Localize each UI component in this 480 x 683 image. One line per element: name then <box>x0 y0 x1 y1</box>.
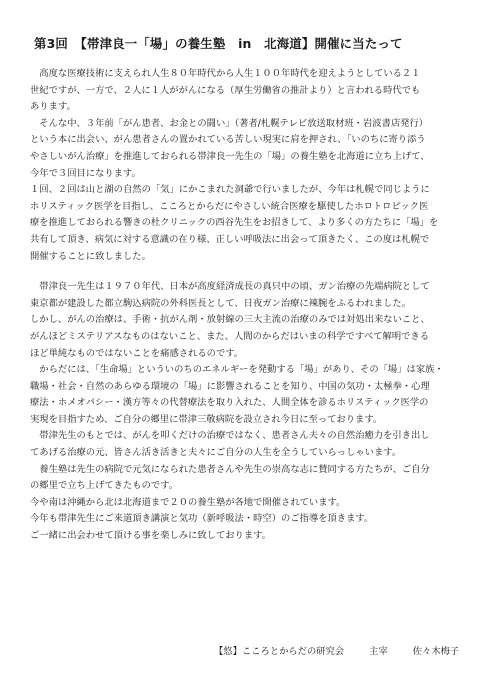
text-line: 実現を目指すため、ご自分の郷里に帯津三敬病院を設立され今日に至っております。 <box>30 413 383 425</box>
biography-paragraph <box>30 279 450 545</box>
text-line: という本に出会い、がん患者さんの置かれている苦しい現実に肩を押され、「いのちに寄り添う <box>30 134 426 146</box>
text-line: 今年も帯津先生にご来道頂き講演と気功（新呼吸法・時空）のご指導を頂きます。 <box>30 513 374 525</box>
document-title: 第3回 【帯津良一「場」の養生塾 in 北海道】開催に当たって <box>34 36 403 51</box>
intro-paragraph <box>30 66 450 265</box>
text-line: 帯津良一先生は１９７０年代、日本が高度経済成長の真只中の頃、ガン治療の先端病院として <box>30 281 430 293</box>
text-line: 療を推進しておられる響きの杜クリニックの西谷先生をお招きして、より多くの方たちに「場」を <box>30 217 439 229</box>
text-line: ホリスティック医学を目指し、こころとからだにやさしい統合医療を駆使したホロトロピック医 <box>30 200 429 212</box>
text-line: しかし、がんの治療は、手術・抗がん剤・放射線の三大主流の治療のみでは対処出来ないこと、 <box>30 314 430 326</box>
text-line: 東京都が建設した都立駒込病院の外科医長として、日夜ガン治療に辣腕をふるわれました。 <box>30 297 411 309</box>
text-line: 高度な医療技術に支えられ人生８０年時代から人生１００年時代を迎えようとしている２１ <box>30 68 421 79</box>
text-line: 共有して頂き、病気に対する意識の在り様、正しい呼吸法に出会って頂きたく、この度は札幌で <box>30 233 430 245</box>
text-line: 今年で３回目になります。 <box>30 167 141 179</box>
paragraph-gap <box>30 265 450 279</box>
text-line: 世紀ですが、一方で、２人に１人ががんになる（厚生労働省の推計より）と言われる時代でも <box>30 84 421 96</box>
text-line: てあげる治療の元、皆さん活き活きと夫々にご自分の人生を全うしていらっしゃいます。 <box>30 447 402 459</box>
text-line: がんほどミステリアスなものはないこと、また、人間のからだはいまの科学ですべて解明できる <box>30 330 430 342</box>
text-line: 養生塾は先生の病院で元気になられた患者さんや先生の崇高な志に賛同する方たちが、ご自分 <box>30 463 430 475</box>
text-line: 帯津先生のもとでは、がんを叩くだけの治療ではなく、患者さん夫々の自然治癒力を引き出し <box>30 430 430 442</box>
text-line: 療法・ホメオパシー・漢方等々の代替療法を取り入れた、人間全体を診るホリスティック医学の <box>30 397 429 409</box>
text-line: ほど単純なものではないことを痛感されるのです。 <box>30 347 244 359</box>
text-line: やさしいがん治療」を推進しておられる帯津良一先生の「場」の養生塾を北海道に立ち上げて、 <box>30 150 430 162</box>
signature-footer <box>214 643 459 657</box>
role-label: 主宰 <box>369 646 388 657</box>
organization-name: 【悠】こころとからだの研究会 <box>214 646 345 657</box>
text-line: 開催することに致しました。 <box>30 250 151 262</box>
text-line: あります。 <box>30 101 76 113</box>
author-name: 佐々木梅子 <box>412 646 460 657</box>
text-line: そんな中、３年前「がん患者、お金との闘い」（著者/札幌テレビ放送取材班・岩波書店発行） <box>30 117 429 129</box>
text-line: の郷里で立ち上げてきたものです。 <box>30 480 179 492</box>
text-line: からだには、「生命場」といういのちのエネルギーを発動する「場」があり、その「場」は家族・ <box>30 364 444 376</box>
text-line: 職場・社会・自然のあらゆる環境の「場」に影響されることを知り、中国の気功・太極拳・心理 <box>30 380 430 392</box>
text-line: １回、２回は山と湖の自然の「気」にかこまれた洞爺で行いましたが、今年は札幌で同じように <box>30 184 430 196</box>
text-line: 今や南は沖縄から北は北海道まで２０の養生塾が各地で開催されています。 <box>30 496 346 508</box>
text-line: ご一緒に出会わせて頂ける事を楽しみに致しております。 <box>30 530 271 542</box>
